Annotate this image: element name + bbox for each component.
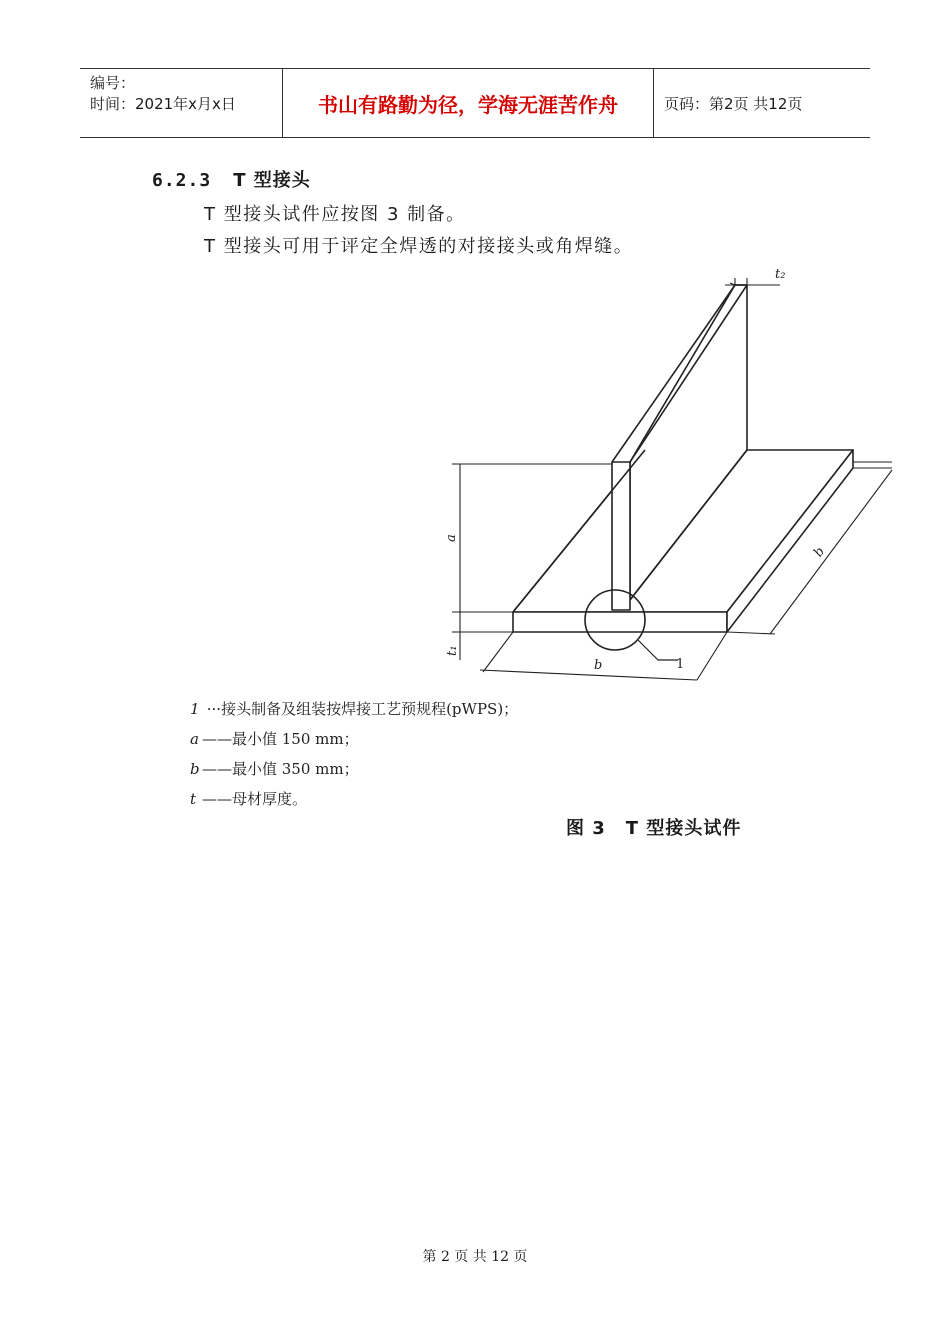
- section-title: T 型接头: [233, 170, 311, 191]
- figure-caption: [566, 814, 741, 840]
- legend-item: a ——最小值 150 mm；: [190, 730, 359, 748]
- label-t1: t₁: [445, 645, 460, 656]
- page-footer: 第 2 页 共 12 页: [422, 1249, 528, 1265]
- legend-item: b ——最小值 350 mm；: [190, 760, 359, 778]
- paragraph: T 型接头试件应按图 3 制备。: [204, 204, 466, 225]
- web-plate-end: [612, 462, 630, 610]
- section-number: 6.2.3: [152, 170, 212, 191]
- label-b-bottom: b: [594, 658, 603, 673]
- base-plate-front: [513, 612, 727, 632]
- label-b-side: b: [810, 544, 829, 560]
- label-t2: t₂: [775, 267, 786, 282]
- legend-item: t ——母材厚度。: [190, 790, 308, 808]
- label-a: a: [444, 534, 459, 542]
- date-label: 时间：2021年x月x日: [90, 95, 236, 113]
- caption-number: 图 3: [566, 818, 606, 839]
- header-motto: 书山有路勤为径，学海无涯苦作舟: [282, 69, 654, 137]
- number-label: 编号：: [90, 74, 136, 92]
- legend-item: 1 ···接头制备及组装按焊接工艺预规程(pWPS)；: [190, 700, 519, 718]
- caption-title: T 型接头试件: [625, 818, 742, 839]
- header-page-info: 页码：第2页 共12页: [664, 94, 803, 113]
- label-callout: 1: [676, 657, 685, 672]
- paragraph: T 型接头可用于评定全焊透的对接接头或角焊缝。: [204, 236, 634, 257]
